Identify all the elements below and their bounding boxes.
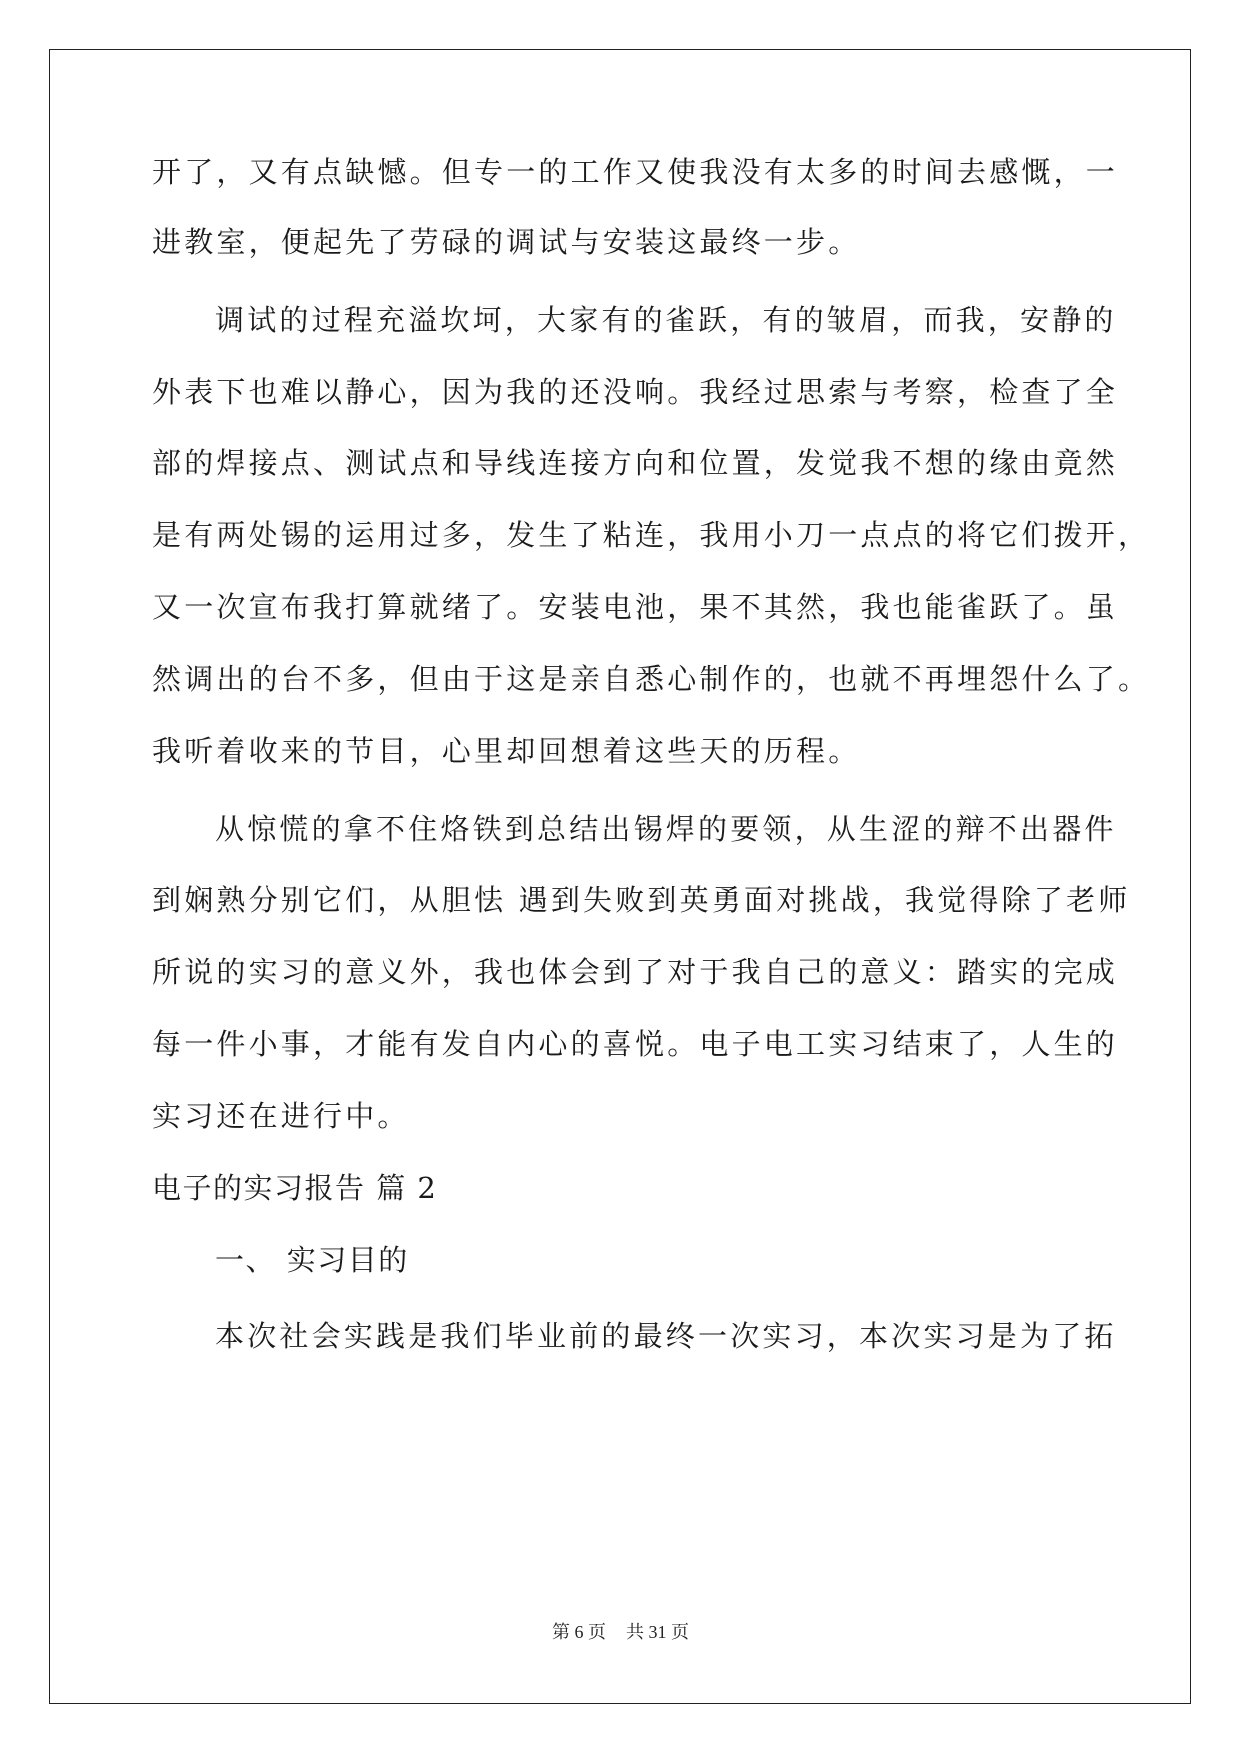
body-text-line: 到娴熟分别它们，从胆怯 遇到失败到英勇面对挑战，我觉得除了老师	[152, 883, 1131, 917]
body-text-line: 外表下也难以静心，因为我的还没响。我经过思索与考察，检查了全	[152, 375, 1119, 409]
page-total: 共 31 页	[626, 1622, 689, 1642]
section-heading: 电子的实习报告 篇 2	[152, 1171, 438, 1205]
page-border	[49, 49, 1191, 1704]
paragraph-first-line: 本次社会实践是我们毕业前的最终一次实习，本次实习是为了拓	[215, 1319, 1117, 1353]
body-text-line: 然调出的台不多，但由于这是亲自悉心制作的，也就不再埋怨什么了。	[152, 662, 1151, 696]
body-text-line: 每一件小事，才能有发自内心的喜悦。电子电工实习结束了，人生的	[152, 1027, 1119, 1061]
body-text-line: 开了，又有点缺憾。但专一的工作又使我没有太多的时间去感慨，一	[152, 155, 1119, 189]
body-text-line: 所说的实习的意义外，我也体会到了对于我自己的意义：踏实的完成	[152, 955, 1119, 989]
subsection-heading: 一、 实习目的	[215, 1243, 409, 1277]
paragraph-first-line: 从惊慌的拿不住烙铁到总结出锡焊的要领，从生涩的辩不出器件	[215, 812, 1117, 846]
body-text-line: 我听着收来的节目，心里却回想着这些天的历程。	[152, 734, 861, 768]
paragraph-first-line: 调试的过程充溢坎坷，大家有的雀跃，有的皱眉，而我，安静的	[215, 303, 1117, 337]
page-number: 第 6 页	[552, 1622, 606, 1642]
body-text-line: 部的焊接点、测试点和导线连接方向和位置，发觉我不想的缘由竟然	[152, 446, 1119, 480]
body-text-line: 是有两处锡的运用过多，发生了粘连，我用小刀一点点的将它们拨开，	[152, 518, 1151, 552]
body-text-line: 实习还在进行中。	[152, 1099, 410, 1133]
body-text-line: 进教室，便起先了劳碌的调试与安装这最终一步。	[152, 225, 861, 259]
page-footer	[0, 1618, 1241, 1644]
body-text-line: 又一次宣布我打算就绪了。安装电池，果不其然，我也能雀跃了。虽	[152, 590, 1119, 624]
